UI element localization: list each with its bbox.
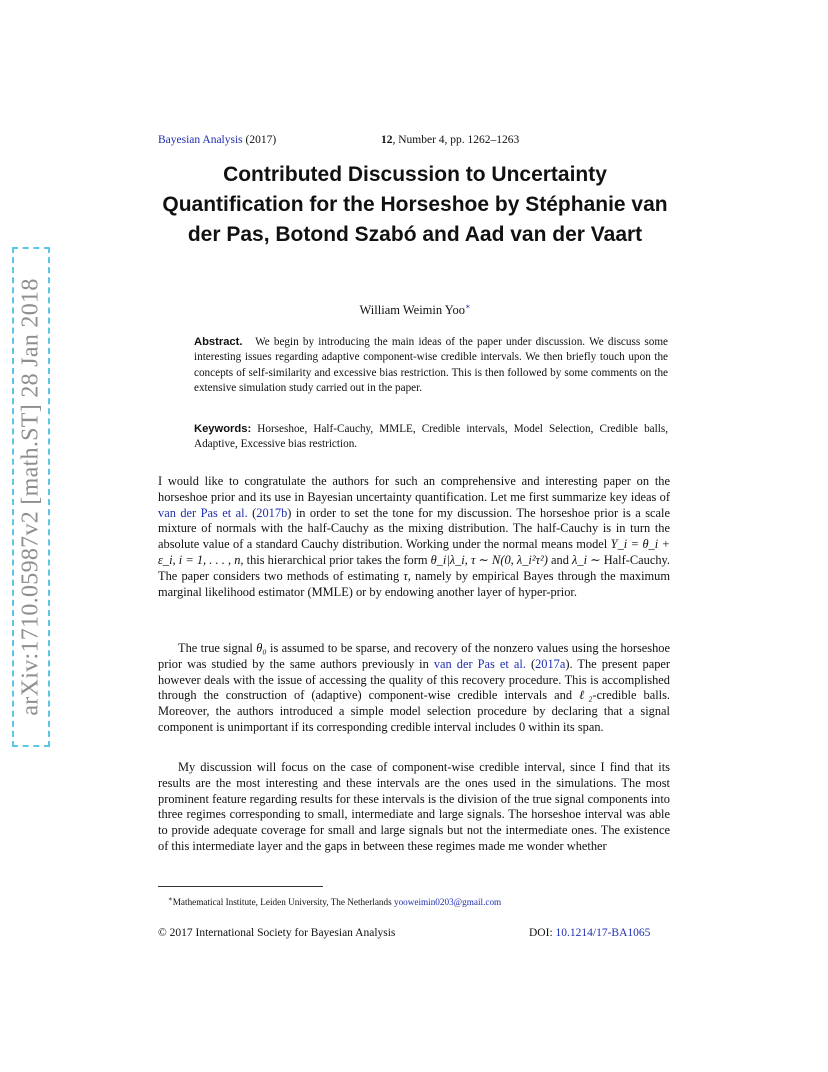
math-lambda: λ_i ∼ [572, 552, 601, 567]
issue-pages: , Number 4, pp. 1262–1263 [392, 134, 520, 146]
journal-header [158, 134, 276, 146]
citation-year-link[interactable]: 2017b [256, 505, 288, 520]
copyright: © 2017 International Society for Bayesian Analysis [158, 927, 396, 939]
footnote-text: Mathematical Institute, Leiden University, The Netherlands [172, 897, 394, 908]
doi-label: DOI: [529, 927, 556, 939]
doi-link[interactable]: 10.1214/17-BA1065 [555, 927, 651, 939]
keywords-label: Keywords: [194, 423, 252, 435]
arxiv-stamp-text: arXiv:1710.05987v2 [math.ST] 28 Jan 2018 [17, 278, 44, 716]
footnote-email-link[interactable]: yooweimin0203@gmail.com [393, 897, 502, 908]
paragraph-1 [158, 474, 670, 600]
citation-year-link[interactable]: 2017a [535, 656, 566, 671]
paragraph-3: My discussion will focus on the case of component-wise credible interval, since I find that its results are the most interesting and these intervals are the ones used in the simulations. The most prominent feature regarding results for these intervals is the division of the true signal components into three regimes corresponding to small, intermediate and large signals. The horseshoe interval was able to provide adequate coverage for small and large signals but not the intermediate ones. The existence of this intermediate layer and the gaps in between these regimes made me wonder whether [158, 760, 670, 853]
p2-text-a: The true signal [178, 641, 257, 655]
volume-number: 12 [381, 134, 393, 146]
p2-text-b: is assumed to be sparse, and recovery of the nonzero values using the horseshoe prior was studied by the same authors previously in [158, 641, 670, 671]
author-name: William Weimin Yoo [359, 303, 466, 318]
math-tau: τ [403, 568, 408, 583]
p1-text-b: ( [247, 505, 257, 520]
p1-text-f: Half-Cauchy. The paper considers two methods of estimating [158, 552, 670, 583]
math-prior: θ_i|λ_i, τ ∼ N(0, λ_i²τ²) [430, 552, 548, 567]
journal-link[interactable]: Bayesian Analysis [158, 134, 243, 146]
p1-text-c: ) in order to set the tone for my discussion. The horseshoe prior is a scale mixture of normals with the half-Cauchy as the mixing distribution. The half-Cauchy is in turn the absolute value of a standard Cauchy distribution. Working under the normal means model [158, 505, 670, 552]
p2-text-e: -credible balls. Moreover, the authors introduced a simple model selection procedure by declaring that a signal component is unimportant if its corresponding credible interval includes 0 within its span. [158, 688, 671, 734]
abstract [194, 335, 668, 396]
p2-text-d: ). The present paper however deals with the issue of accessing the quality of this recovery procedure. This is accomplished through the construction of (adaptive) component-wise credible intervals and [158, 656, 671, 703]
doi [529, 927, 650, 939]
journal-year: (2017) [245, 134, 277, 146]
abstract-text: We begin by introducing the main ideas of the paper under discussion. We discuss some interesting issues regarding adaptive component-wise credible intervals. We then briefly touch upon the concepts of self-similarity and excessive bias restriction. This is then followed by some comments on the extensive simulation study carried out in the paper. [194, 336, 669, 394]
volume-info [381, 134, 519, 146]
p1-text-d: this hierarchical prior takes the form [243, 552, 431, 567]
paragraph-2 [158, 641, 670, 736]
citation-link[interactable]: van der Pas et al. [158, 505, 248, 520]
citation-link[interactable]: van der Pas et al. [433, 656, 526, 671]
math-theta0: θ₀ [256, 641, 267, 655]
footnote-mark: ∗ [168, 895, 173, 903]
math-model: Y_i = θ_i + ε_i, i = 1, . . . , n, [158, 537, 670, 567]
abstract-label: Abstract. [194, 336, 243, 348]
p2-text-c: ( [525, 656, 536, 671]
math-l2: ℓ₂ [579, 688, 593, 703]
author-footnote-mark[interactable]: ∗ [465, 302, 471, 311]
paper-title: Contributed Discussion to Uncertainty Quantification for the Horseshoe by Stéphanie van der Pas, Botond Szabó and Aad van der Vaart [162, 163, 668, 246]
footnote [168, 895, 501, 907]
footnote-rule [158, 886, 323, 887]
author-line [150, 302, 680, 318]
arxiv-stamp [12, 247, 50, 747]
p1-text-a: I would like to congratulate the authors for such an comprehensive and interesting paper on the horseshoe prior and its use in Bayesian uncertainty quantification. Let me first summarize key ideas of [158, 474, 670, 504]
keywords [194, 422, 668, 453]
p1-text-e: and [547, 552, 573, 567]
p1-text-g: , namely by empirical Bayes through the maximum marginal likelihood estimator (MMLE) or by endowing another layer of hyper-prior. [158, 568, 671, 599]
keywords-text: Horseshoe, Half-Cauchy, MMLE, Credible intervals, Model Selection, Credible balls, Adaptive, Excessive bias restriction. [194, 423, 669, 451]
